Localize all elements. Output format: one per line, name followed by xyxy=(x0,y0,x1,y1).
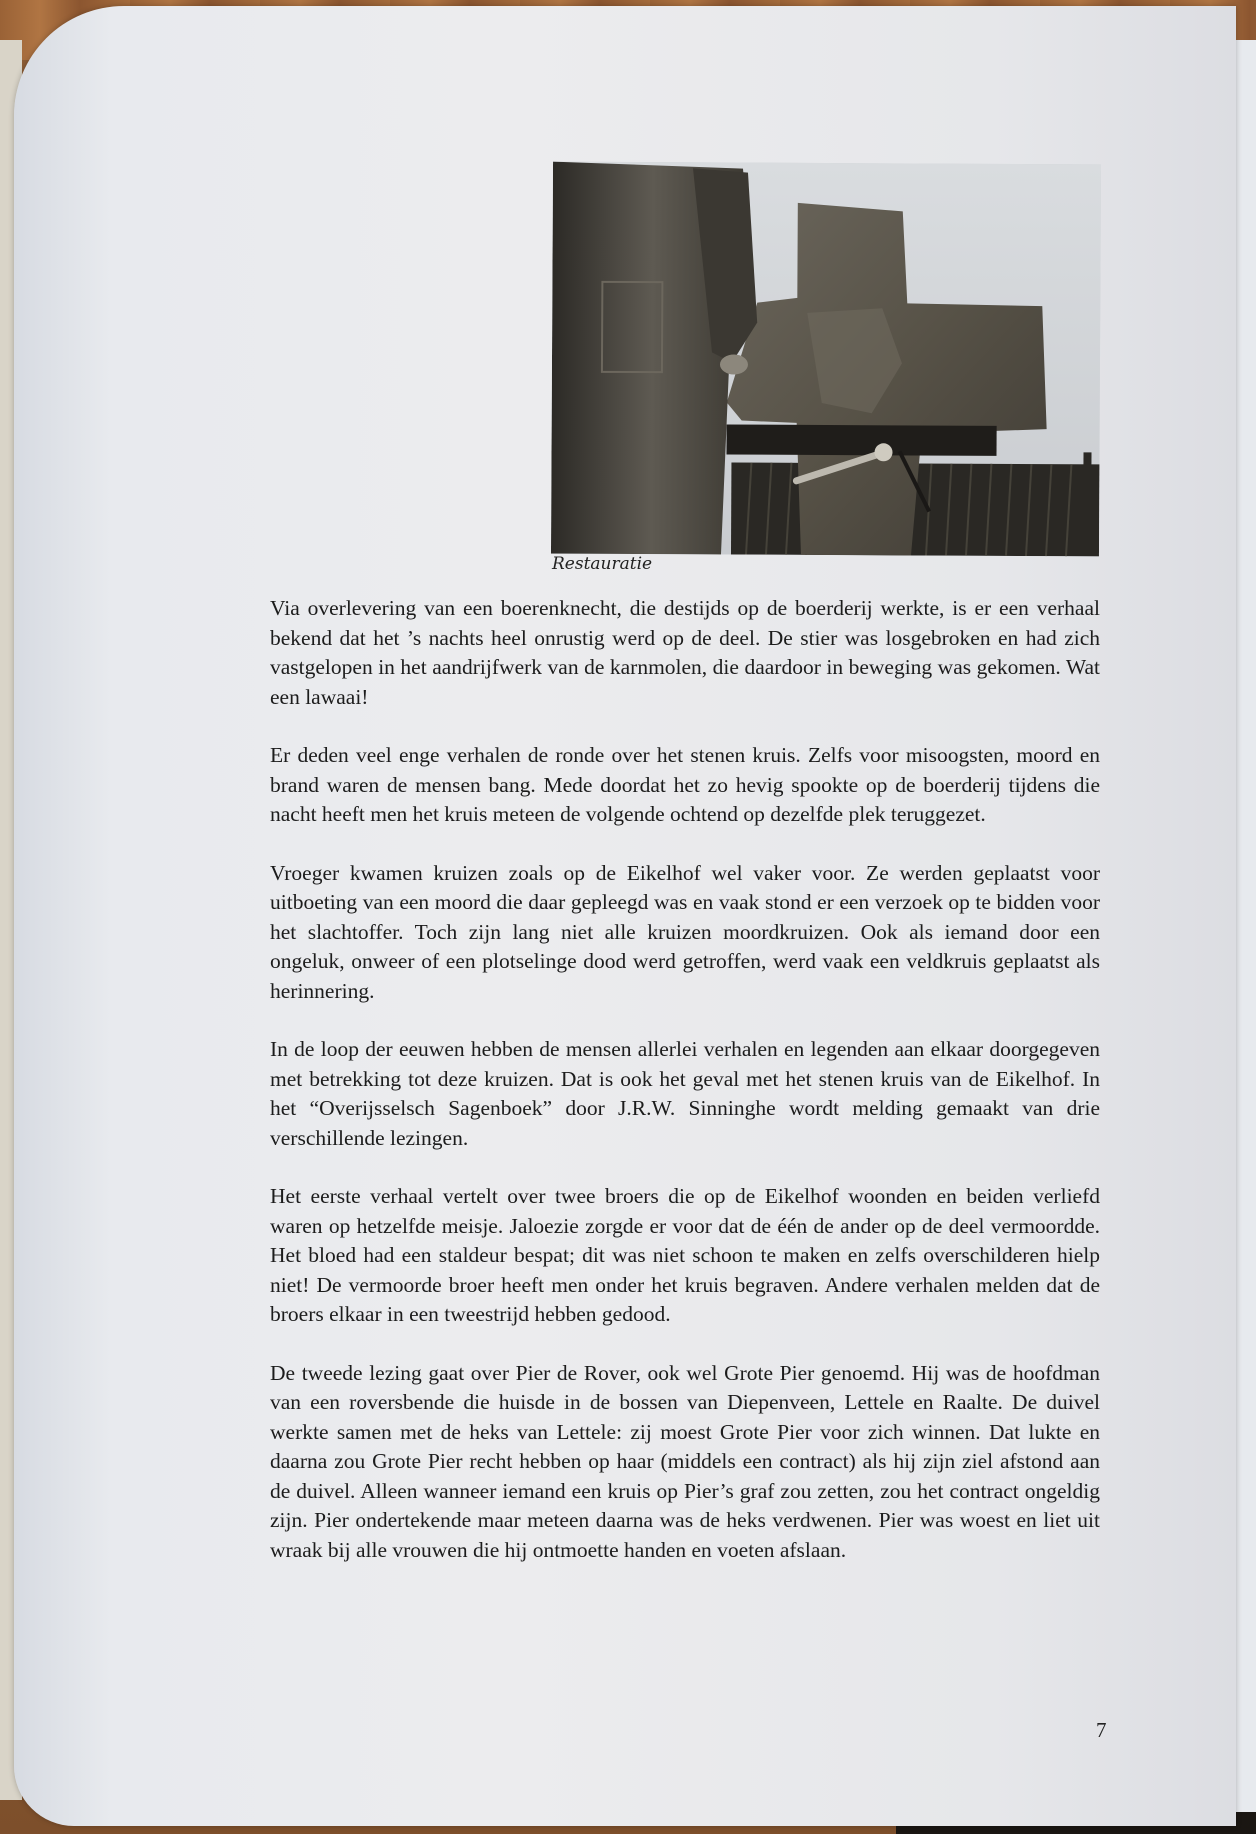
support-beam xyxy=(726,424,996,455)
page-number: 7 xyxy=(1096,1718,1107,1742)
paragraph: Vroeger kwamen kruizen zoals op de Eikelhof wel vaker voor. Ze werden geplaatst voor uitboeting van een moord die daar gepleegd was en vaak stond er een verzoek op te bidden voor het slachtoffer. Toch zijn lang niet alle kruizen moordkruizen. Ook als iemand door een ongeluk, onweer of een plotselinge dood werd getroffen, werd vaak een veldkruis geplaatst als herinnering. xyxy=(270,860,1100,1003)
worker-hand xyxy=(720,354,748,374)
paragraph: In de loop der eeuwen hebben de mensen allerlei verhalen en legenden aan elkaar doorgegeven met betrekking tot deze kruizen. Dat is ook het geval met het stenen kruis van de Eikelhof. In het “Overijsselsch Sagenboek” door J.R.W. Sinninghe wordt melding gemaakt van drie verschillende lezingen. xyxy=(270,1037,1100,1150)
figure-caption: Restauratie xyxy=(552,554,653,574)
paragraph: Het eerste verhaal vertelt over twee broers die op de Eikelhof woonden en beiden verliefd waren op hetzelfde meisje. Jaloezie zorgde er voor dat de één de ander op de deel vermoordde. Het bloed had een staldeur bespat; dit was niet schoon te maken en zelfs overschilderen hielp niet! De vermoorde broer heeft men onder het kruis begraven. Andere verhalen melden dat de broers elkaar in een tweestrijd hebben gedood. xyxy=(270,1184,1100,1326)
book-page xyxy=(14,6,1236,1826)
wrench-head xyxy=(874,443,892,461)
paragraph: De tweede lezing gaat over Pier de Rover, ook wel Grote Pier genoemd. Hij was de hoofdman van een roversbende die huisde in de bossen van Diepenveen, Lettele en Raalte. De duivel werkte samen met de heks van Lettele: zij moest Grote Pier voor zich winnen. Dat lukte en daarna zou Grote Pier recht hebben op haar (middels een contract) als hij zijn ziel afstond aan de duivel. Alleen wanneer iemand een kruis op Pier’s graf zou zetten, zou het contract ongeldig zijn. Pier ondertekende maar meteen daarna was de heks verdwenen. Pier was woest en liet uit wraak bij alle vrouwen die hij ontmoette handen en voeten afslaan. xyxy=(270,1360,1100,1562)
paragraph: Via overlevering van een boerenknecht, die destijds op de boerderij werkte, is er een verhaal bekend dat het ’s nachts heel onrustig werd op de deel. De stier was losgebroken en had zich vastgelopen in het aandrijfwerk van de karnmolen, die daardoor in beweging was gekomen. Wat een lawaai! xyxy=(270,596,1100,709)
body-text xyxy=(270,594,1100,1594)
paragraph: Er deden veel enge verhalen de ronde over het stenen kruis. Zelfs voor misoogsten, moord en brand waren de mensen bang. Mede doordat het zo hevig spookte op de boerderij tijdens die nacht heeft men het kruis meteen de volgende ochtend op dezelfde plek teruggezet. xyxy=(270,743,1100,826)
photo-illustration xyxy=(551,162,1101,557)
chimney xyxy=(1083,452,1091,466)
restoration-photo xyxy=(551,162,1101,557)
